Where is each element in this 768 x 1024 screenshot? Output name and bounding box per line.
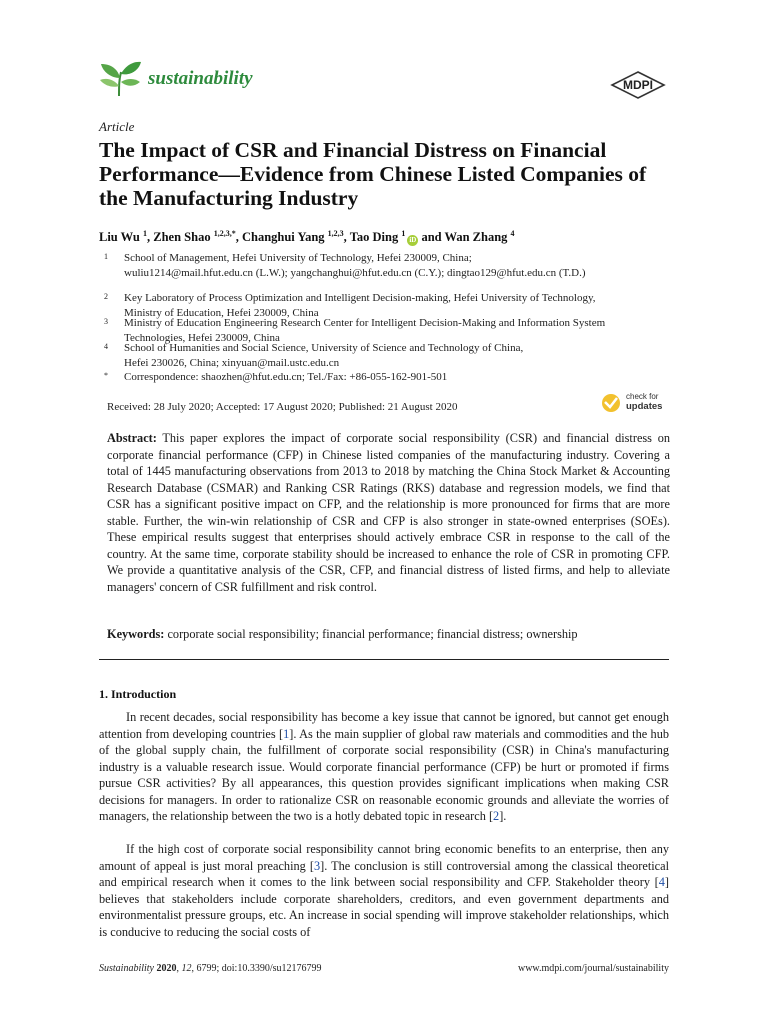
check-updates-line2: updates [626, 401, 663, 412]
citation-link[interactable]: 3 [313, 858, 321, 873]
keywords [107, 627, 670, 642]
paragraph-text: ]. As the main supplier of global raw materials and commodities and the hub of the global supply chain, the fulfillment of corporate social responsibility (CSR) in China's manufacturing industry is a valuable research issue. Would corporate financial performance (CFP) be hurt or promoted if firms pursue CSR activities? By all appearances, this question provides significant implications when making CSR decisions for managers. In order to rationalize CSR on reasonable economic grounds and alleviate the worries of managers, the relationship between the two is a hotly debated topic in research [ [99, 726, 669, 823]
paragraph-text: ]. [499, 809, 507, 823]
footer-year: 2020 [156, 963, 177, 974]
footer-doi: , 6799; doi:10.3390/su12176799 [191, 963, 322, 974]
footer-journal: Sustainability [99, 963, 154, 974]
author-affiliation-sup: 4 [510, 229, 515, 238]
author-affiliation-sup: 1,2,3,* [213, 229, 236, 238]
author-name: Liu Wu [99, 230, 140, 245]
citation-link[interactable]: 1 [283, 726, 290, 741]
affiliation-line: Key Laboratory of Process Optimization and Intelligent Decision-making, Hefei University of Technology, [124, 292, 596, 304]
journal-leaf-logo-icon [97, 58, 143, 98]
paragraph-text: In recent decades, social responsibility has become a key issue that cannot be ignored, but cannot get enough attention from developing countries [ [99, 710, 669, 741]
author-list: Liu Wu $^1$, Zhen Shao $^{1,2,3,*}$, Changhui Yang $^{1,2,3}$, Tao Ding $^1$iD and Wan Zhang $^4$ [99, 229, 515, 245]
mdpi-logo-icon [608, 71, 668, 99]
journal-url-link[interactable]: www.mdpi.com/journal/sustainability [517, 963, 669, 974]
affiliation-text [124, 341, 684, 371]
journal-name: sustainability [148, 68, 253, 89]
affiliation-number: 3 [104, 317, 108, 326]
affiliation-number: 4 [104, 342, 108, 351]
author-affiliation-sup: 1 [401, 229, 406, 238]
paragraph-text: ] believes that stakeholders include corporate shareholders, creditors, and even government departments and environmentalist pressure groups, etc. An increase in social spending will improve stakeholder relationships, which is conducive to reducing the social costs of [99, 875, 669, 939]
publisher-name: MDPI [623, 78, 653, 92]
author-affiliation-sup: 1,2,3 [327, 229, 344, 238]
author-name: Wan Zhang [444, 230, 508, 245]
paragraph-text: If the high cost of corporate social responsibility cannot bring economic benefits to an enterprise, then any amount of appeal is just moral preaching [ [99, 842, 669, 873]
author-affiliation-sup: 1 [143, 229, 148, 238]
abstract-text: This paper explores the impact of corporate social responsibility (CSR) and financial distress on corporate financial performance (CFP) in Chinese listed companies of the manufacturing industry. Covering a total of 1445 manufacturing observations from 2013 to 2018 by matching the China Stock Market & Accounting Research Database (CSMAR) and Ranking CSR Ratings (RKS) database and regression models, we find that CSR has a significant positive impact on CFP, and the relationship is more pronounced for firms that are more stable. Further, the win-win relationship of CSR and CFP is also stronger in state-owned enterprises (SOEs). These empirical results suggest that enterprises should actively embrace CSR in response to the call of the country. At the same time, corporate stability should be increased to enhance the role of CSR in promoting CFP. We provide a quantitative analysis of the CSR, CFP, and financial distress of listed firms, and help to alleviate managers' concern of CSR fulfillment and risk control. [107, 431, 671, 594]
affiliation-number: * [104, 371, 108, 380]
article-type: Article [99, 119, 135, 134]
citation-link[interactable]: 2 [493, 809, 500, 823]
section-divider [99, 659, 669, 660]
affiliation-line: Correspondence: shaozhen@hfut.edu.cn; Tel./Fax: +86-055-162-901-501 [124, 371, 448, 383]
check-updates-line1: check for [626, 392, 659, 401]
affiliation-number: 1 [104, 252, 108, 261]
check-for-updates-badge[interactable] [601, 391, 673, 415]
author-name: Tao Ding [349, 230, 399, 245]
keywords-label: Keywords: [107, 627, 165, 641]
paper-title: The Impact of CSR and Financial Distress on Financial Performance—Evidence from Chinese Listed Companies of the Manufacturing Industry [99, 138, 647, 210]
affiliation-line: School of Management, Hefei University of Technology, Hefei 230009, China; [124, 252, 472, 264]
affiliation-line: Ministry of Education, Hefei 230009, China [124, 307, 319, 319]
affiliation-number: 2 [104, 292, 108, 301]
keywords-text: corporate social responsibility; financial performance; financial distress; ownership [167, 627, 578, 641]
citation-footer: Sustainability 2020, 12, 6799; doi:10.3390/su12176799 [99, 963, 322, 974]
affiliation-line: Hefei 230026, China; xinyuan@mail.ustc.edu.cn [124, 357, 340, 369]
author-name: Zhen Shao [153, 230, 211, 245]
affiliation-line: Technologies, Hefei 230009, China [124, 332, 280, 344]
abstract [107, 430, 670, 595]
check-updates-icon [601, 393, 621, 413]
affiliation-line: School of Humanities and Social Science, University of Science and Technology of China, [124, 342, 524, 354]
abstract-label: Abstract: [107, 431, 157, 445]
affiliation-text [124, 251, 684, 281]
footer-volume: 12 [181, 963, 192, 974]
citation-link[interactable]: 4 [658, 875, 665, 889]
body-paragraph [99, 841, 669, 940]
paragraph-text: ]. The conclusion is still controversial among the classical theoretical and empirical research when it comes to the link between social responsibility and CFP. Stakeholder theory [ [99, 858, 670, 889]
publication-dates: Received: 28 July 2020; Accepted: 17 August 2020; Published: 21 August 2020 [107, 401, 458, 413]
body-paragraph [99, 709, 669, 825]
author-name: Changhui Yang [241, 230, 325, 245]
section-heading: 1. Introduction [99, 687, 177, 701]
orcid-icon[interactable]: iD [409, 236, 417, 245]
affiliation-line: Ministry of Education Engineering Research Center for Intelligent Decision-Making and Information System [124, 317, 606, 329]
affiliation-text [124, 370, 684, 385]
affiliation-line: wuliu1214@mail.hfut.edu.cn (L.W.); yangchanghui@hfut.edu.cn (C.Y.); dingtao129@hfut.edu.cn (T.D.) [124, 267, 586, 279]
